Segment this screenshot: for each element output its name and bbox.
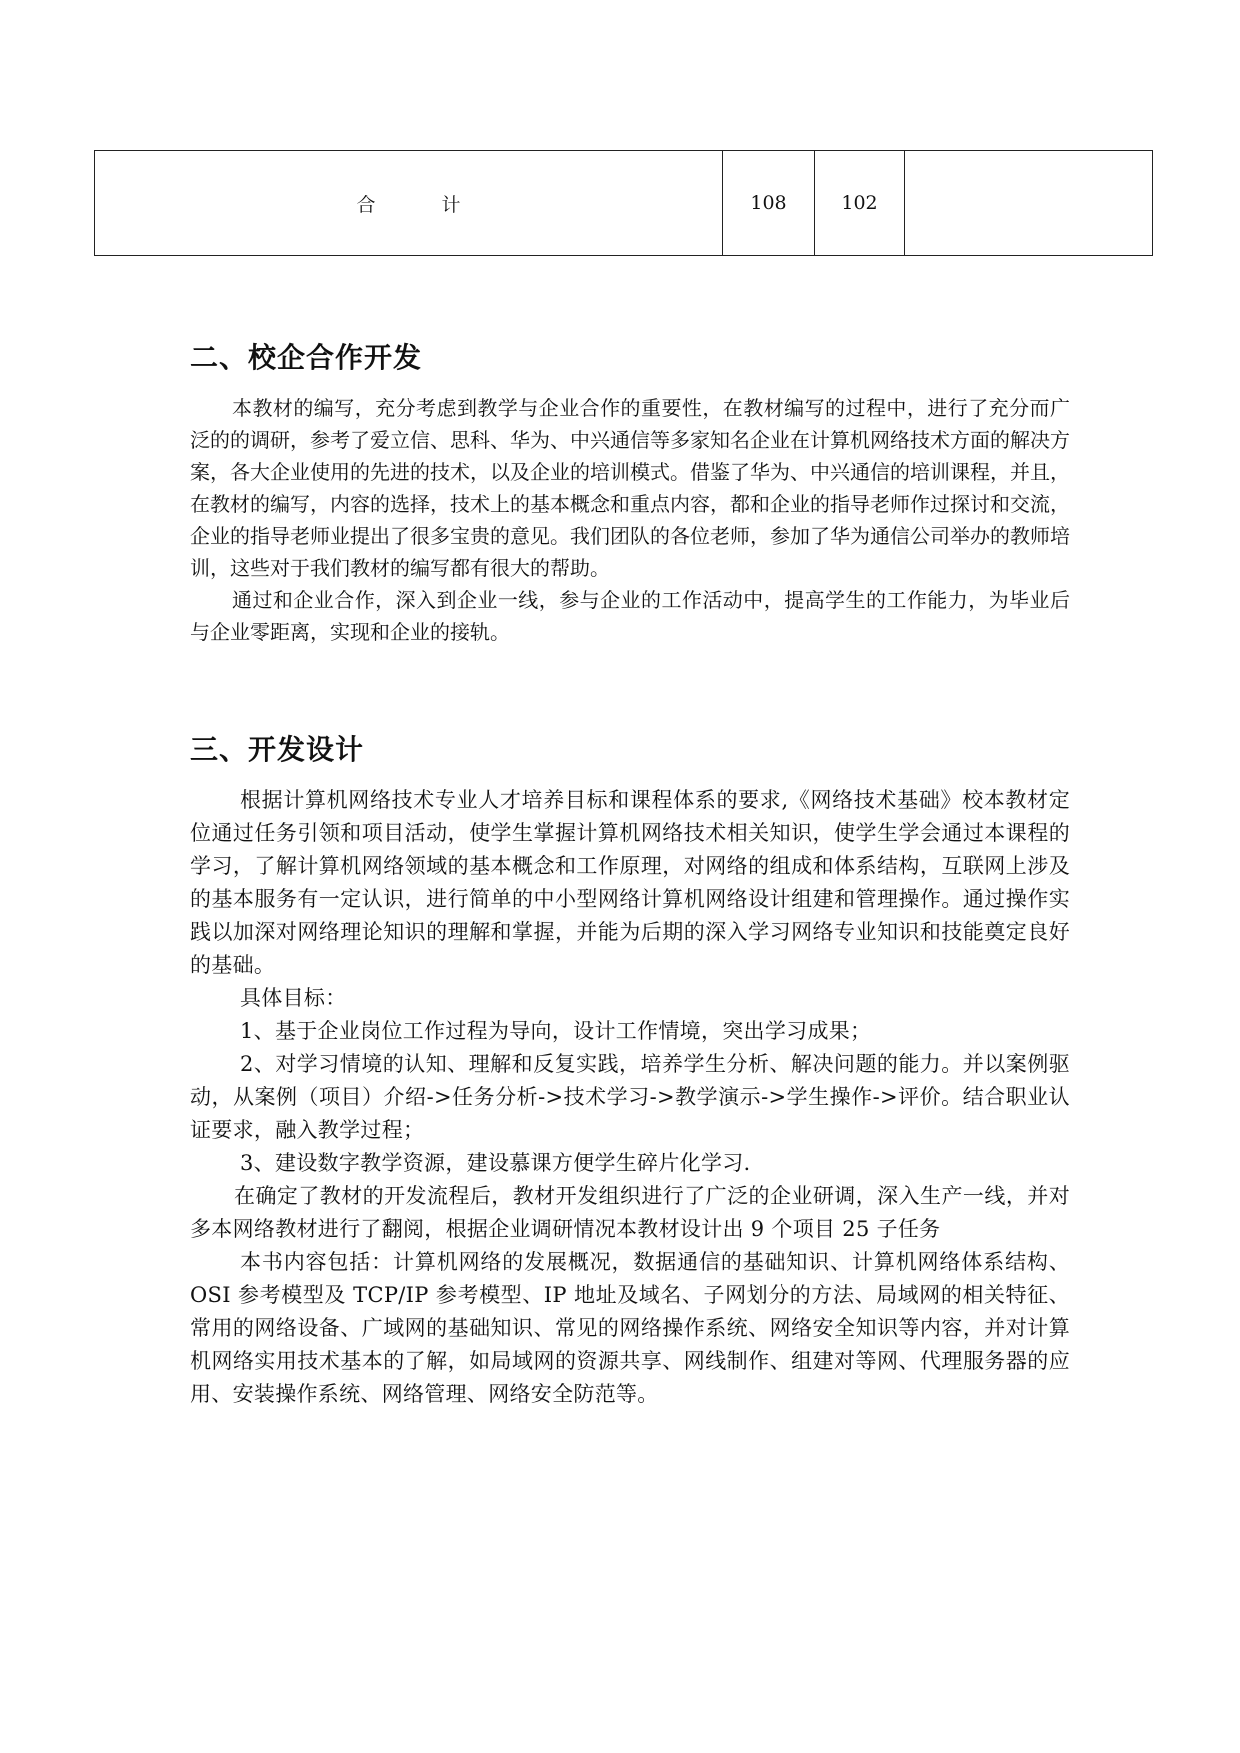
goals-label: 具体目标：: [240, 986, 347, 1010]
total-hours-cell: 108: [723, 151, 815, 256]
paragraph: 通过和企业合作，深入到企业一线，参与企业的工作活动中，提高学生的工作能力，为毕业后与企业零距离，实现和企业的接轨。: [190, 588, 1070, 644]
section-heading: 三、开发设计: [190, 733, 365, 766]
goal-item: 3、建设数字教学资源，建设慕课方便学生碎片化学习.: [240, 1151, 751, 1175]
section-heading: 二、校企合作开发: [190, 341, 423, 374]
total-label: 合 计: [356, 193, 491, 216]
empty-cell: [905, 151, 1153, 256]
total-label-cell: [95, 151, 723, 256]
goal-item: 1、基于企业岗位工作过程为导向，设计工作情境，突出学习成果；: [240, 1019, 872, 1043]
section-school-enterprise: [190, 336, 1070, 648]
paragraph-intro: 根据计算机网络技术专业人才培养目标和课程体系的要求,《网络技术基础》校本教材定位通过任务引领和项目活动，使学生掌握计算机网络技术相关知识，使学生学会通过本课程的学习，了解计算机网络领域的基本概念和工作原理，对网络的组成和体系结构，互联网上涉及的基本服务有一定认识，进行简单的中小型网络计算机网络设计组建和管理操作。通过操作实践以加深对网络理论知识的理解和掌握，并能为后期的深入学习网络专业知识和技能奠定良好的基础。: [190, 788, 1070, 977]
section-development-design: [190, 728, 1070, 1411]
goal-item: 2、对学习情境的认知、理解和反复实践，培养学生分析、解决问题的能力。并以案例驱动，从案例（项目）介绍->任务分析->技术学习->教学演示->学生操作->评价。结合职业认证要求，融入教学过程；: [190, 1052, 1070, 1142]
paragraph-contents: 本书内容包括：计算机网络的发展概况，数据通信的基础知识、计算机网络体系结构、OSI 参考模型及 TCP/IP 参考模型、IP 地址及域名、子网划分的方法、局域网的相关特征、常用的网络设备、广域网的基础知识、常见的网络操作系统、网络安全知识等内容，并对计算机网络实用技术基本的了解，如局域网的资源共享、网线制作、组建对等网、代理服务器的应用、安装操作系统、网络管理、网络安全防范等。: [190, 1250, 1070, 1406]
summary-table: [94, 150, 1153, 256]
total-hours-cell-2: 102: [815, 151, 905, 256]
table-row: [95, 151, 1153, 256]
paragraph: 本教材的编写，充分考虑到教学与企业合作的重要性，在教材编写的过程中，进行了充分而广泛的的调研，参考了爱立信、思科、华为、中兴通信等多家知名企业在计算机网络技术方面的解决方案，各大企业使用的先进的技术，以及企业的培训模式。借鉴了华为、中兴通信的培训课程，并且，在教材的编写，内容的选择，技术上的基本概念和重点内容，都和企业的指导老师作过探讨和交流，企业的指导老师业提出了很多宝贵的意见。我们团队的各位老师，参加了华为通信公司举办的教师培训，这些对于我们教材的编写都有很大的帮助。: [190, 396, 1070, 580]
paragraph-process: 在确定了教材的开发流程后，教材开发组织进行了广泛的企业研调，深入生产一线，并对多本网络教材进行了翻阅，根据企业调研情况本教材设计出 9 个项目 25 子任务: [190, 1184, 1070, 1241]
